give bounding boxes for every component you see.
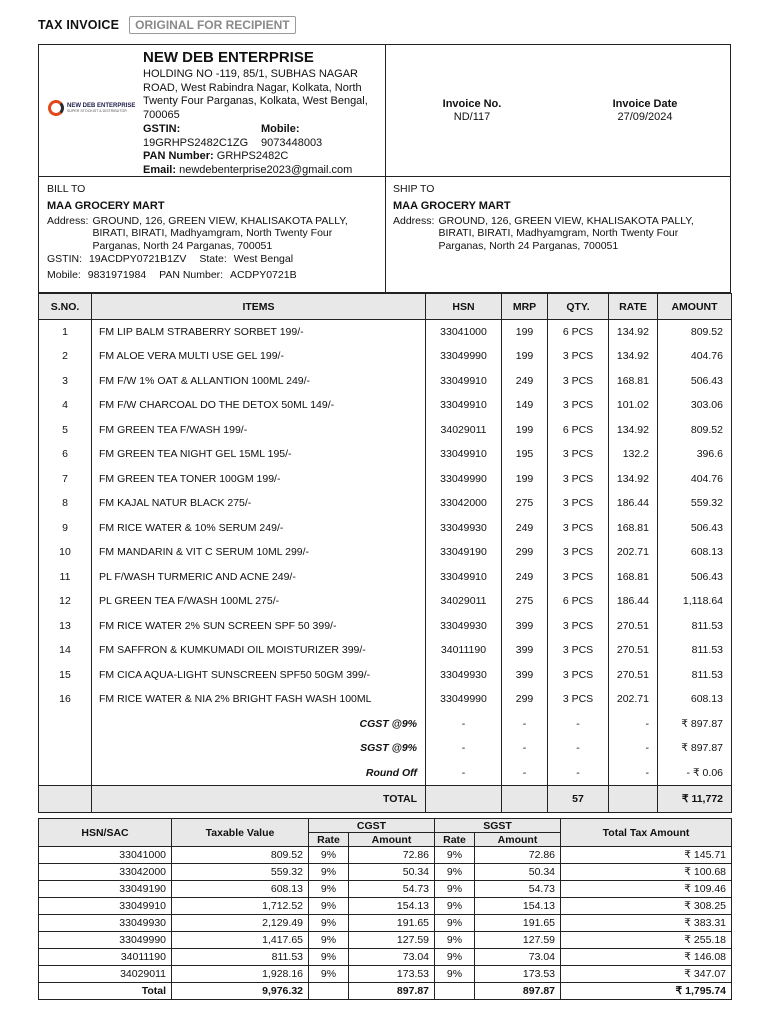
ship-to-heading: SHIP TO [393,183,435,195]
row-sno: 9 [39,516,92,541]
divider [385,45,386,176]
row-mrp: 299 [502,687,548,712]
hsn-total-taxable: 9,976.32 [172,983,309,1000]
hsn-sgst-rate: 9% [435,898,475,915]
row-item: FM RICE WATER & 10% SERUM 249/- [92,516,426,541]
col-header-sno: S.NO. [39,294,92,320]
total-hsn-cell [426,785,502,812]
tax-hsn: - [426,712,502,737]
hsn-row [39,898,732,915]
row-mrp: 199 [502,320,548,345]
bill-to-mobile-label: Mobile: [47,268,81,281]
row-hsn: 33049930 [426,614,502,639]
party-section [38,177,731,293]
tax-sno-cell [39,712,92,737]
hsn-sgst-rate: 9% [435,966,475,983]
ship-to-address-label: Address: [393,214,435,227]
tax-mrp: - [502,736,548,761]
row-rate: 168.81 [609,369,658,394]
row-mrp: 199 [502,344,548,369]
row-rate: 270.51 [609,638,658,663]
hsn-sgst-amount: 191.65 [475,915,561,932]
hsn-sgst-rate: 9% [435,881,475,898]
row-mrp: 149 [502,393,548,418]
table-row [39,589,732,614]
seller-gstin-label: GSTIN: [143,123,181,135]
hsn-row [39,847,732,864]
hsn-sgst-rate: 9% [435,932,475,949]
hsn-cgst-rate: 9% [309,881,349,898]
hsn-col-header-hsn: HSN/SAC [39,819,172,847]
tax-row [39,761,732,786]
hsn-total-sgst-rate-cell [435,983,475,1000]
hsn-taxable: 1,712.52 [172,898,309,915]
tax-rate: - [609,736,658,761]
hsn-cgst-rate: 9% [309,898,349,915]
seller-pan-label: PAN Number: [143,150,214,162]
tax-rate: - [609,712,658,737]
invoice-number-block [439,98,505,124]
hsn-row [39,864,732,881]
row-hsn: 33049990 [426,467,502,492]
ship-to-address: GROUND, 126, GREEN VIEW, KHALISAKOTA PALLY, BIRATI, BIRATI, Madhyamgram, North Twenty Four Parganas, North 24 Parganas, 700051 [438,214,694,253]
row-amount: 811.53 [658,663,732,688]
hsn-cgst-rate: 9% [309,864,349,881]
seller-pan: GRHPS2482C [216,150,289,162]
hsn-total-label: Total [39,983,172,1000]
invoice-title-row [38,16,296,34]
bill-to-pan-label: PAN Number: [159,268,224,281]
hsn-row [39,932,732,949]
table-row [39,418,732,443]
hsn-code: 33049190 [39,881,172,898]
row-item: FM GREEN TEA F/WASH 199/- [92,418,426,443]
row-mrp: 399 [502,638,548,663]
hsn-cgst-rate: 9% [309,966,349,983]
row-rate: 270.51 [609,614,658,639]
hsn-code: 33049910 [39,898,172,915]
seller-mobile: 9073448003 [261,136,323,149]
row-sno: 14 [39,638,92,663]
row-item: FM MANDARIN & VIT C SERUM 10ML 299/- [92,540,426,565]
hsn-taxable: 1,417.65 [172,932,309,949]
hsn-taxable: 811.53 [172,949,309,966]
hsn-cgst-rate: 9% [309,847,349,864]
bill-to-heading: BILL TO [47,183,86,195]
table-row [39,442,732,467]
row-rate: 270.51 [609,663,658,688]
row-mrp: 275 [502,589,548,614]
row-hsn: 34029011 [426,418,502,443]
row-sno: 10 [39,540,92,565]
row-rate: 202.71 [609,687,658,712]
row-rate: 202.71 [609,540,658,565]
row-sno: 3 [39,369,92,394]
row-item: FM F/W 1% OAT & ALLANTION 100ML 249/- [92,369,426,394]
row-sno: 11 [39,565,92,590]
hsn-cgst-amount: 73.04 [349,949,435,966]
row-hsn: 33041000 [426,320,502,345]
row-hsn: 33049910 [426,565,502,590]
row-qty: 3 PCS [548,491,609,516]
total-row [39,785,732,812]
hsn-col-header-sgst-rate: Rate [435,833,475,847]
table-row [39,393,732,418]
tax-sno-cell [39,761,92,786]
hsn-total-tax: ₹ 146.08 [561,949,732,966]
bill-to-name: MAA GROCERY MART [47,199,165,212]
row-item: FM RICE WATER & NIA 2% BRIGHT FASH WASH 100ML [92,687,426,712]
hsn-code: 33049930 [39,915,172,932]
invoice-number: ND/117 [453,111,491,123]
row-amount: 608.13 [658,540,732,565]
row-qty: 3 PCS [548,565,609,590]
hsn-cgst-amount: 50.34 [349,864,435,881]
hsn-total-tax: ₹ 383.31 [561,915,732,932]
bill-to-mobile: 9831971984 [87,268,147,281]
bill-to-gstin-label: GSTIN: [47,252,83,265]
hsn-cgst-rate: 9% [309,949,349,966]
total-rate-cell [609,785,658,812]
row-hsn: 33049910 [426,369,502,394]
hsn-sgst-amount: 54.73 [475,881,561,898]
logo-mark-icon [48,100,64,116]
row-item: FM ALOE VERA MULTI USE GEL 199/- [92,344,426,369]
hsn-row [39,966,732,983]
row-rate: 134.92 [609,418,658,443]
seller-gstin: 19GRHPS2482C1ZG [143,136,249,149]
tax-qty: - [548,736,609,761]
row-item: FM SAFFRON & KUMKUMADI OIL MOISTURIZER 399/- [92,638,426,663]
bill-to-pan: ACDPY0721B [230,268,297,281]
bill-to-state-label: State: [199,252,227,265]
hsn-cgst-amount: 173.53 [349,966,435,983]
row-amount: 811.53 [658,638,732,663]
bill-to-gstin: 19ACDPY0721B1ZV [88,252,187,265]
hsn-total-tax-amount: ₹ 1,795.74 [561,983,732,1000]
row-sno: 4 [39,393,92,418]
hsn-total-cgst-rate-cell [309,983,349,1000]
bill-to-address: GROUND, 126, GREEN VIEW, KHALISAKOTA PALLY, BIRATI, BIRATI, Madhyamgram, North Twenty Four Parganas, North 24 Parganas, 700051 [92,214,348,253]
hsn-sgst-amount: 154.13 [475,898,561,915]
table-row [39,614,732,639]
row-rate: 186.44 [609,589,658,614]
seller-name: NEW DEB ENTERPRISE [143,49,314,66]
row-qty: 6 PCS [548,589,609,614]
row-hsn: 33049990 [426,344,502,369]
row-item: FM GREEN TEA NIGHT GEL 15ML 195/- [92,442,426,467]
col-header-qty: QTY. [548,294,609,320]
hsn-total-tax: ₹ 100.68 [561,864,732,881]
hsn-taxable: 608.13 [172,881,309,898]
copy-badge: ORIGINAL FOR RECIPIENT [129,16,295,34]
hsn-total-row [39,983,732,1000]
row-qty: 3 PCS [548,663,609,688]
row-mrp: 249 [502,565,548,590]
hsn-total-sgst: 897.87 [475,983,561,1000]
row-hsn: 33049190 [426,540,502,565]
row-amount: 506.43 [658,369,732,394]
hsn-row [39,949,732,966]
total-sno-cell [39,785,92,812]
row-rate: 134.92 [609,320,658,345]
col-header-amount: AMOUNT [658,294,732,320]
row-sno: 15 [39,663,92,688]
row-mrp: 199 [502,418,548,443]
row-hsn: 33049910 [426,442,502,467]
bill-to-address-label: Address: [47,214,89,227]
hsn-code: 34011190 [39,949,172,966]
logo-tagline: SUPER STOCKIST & DISTRIBUTOR [67,108,127,113]
table-row [39,540,732,565]
row-rate: 134.92 [609,344,658,369]
table-row [39,491,732,516]
row-qty: 3 PCS [548,614,609,639]
hsn-sgst-amount: 73.04 [475,949,561,966]
seller-email-label: Email: [143,163,177,176]
hsn-taxable: 559.32 [172,864,309,881]
invoice-date: 27/09/2024 [617,111,673,123]
hsn-total-cgst: 897.87 [349,983,435,1000]
row-rate: 101.02 [609,393,658,418]
row-mrp: 249 [502,369,548,394]
row-amount: 608.13 [658,687,732,712]
hsn-cgst-amount: 72.86 [349,847,435,864]
row-mrp: 275 [502,491,548,516]
row-sno: 1 [39,320,92,345]
hsn-col-header-cgst: CGST [309,819,435,833]
hsn-taxable: 1,928.16 [172,966,309,983]
row-rate: 168.81 [609,516,658,541]
hsn-code: 33049990 [39,932,172,949]
row-item: FM KAJAL NATUR BLACK 275/- [92,491,426,516]
hsn-sgst-amount: 50.34 [475,864,561,881]
row-amount: 559.32 [658,491,732,516]
col-header-rate: RATE [609,294,658,320]
row-mrp: 299 [502,540,548,565]
row-sno: 12 [39,589,92,614]
tax-rate: - [609,761,658,786]
row-hsn: 34011190 [426,638,502,663]
row-hsn: 33049930 [426,663,502,688]
tax-label: Round Off [92,761,426,786]
row-mrp: 249 [502,516,548,541]
row-mrp: 195 [502,442,548,467]
hsn-sgst-amount: 173.53 [475,966,561,983]
row-hsn: 34029011 [426,589,502,614]
tax-amount: - ₹ 0.06 [658,761,732,786]
row-item: FM F/W CHARCOAL DO THE DETOX 50ML 149/- [92,393,426,418]
hsn-sgst-rate: 9% [435,864,475,881]
row-amount: 303.06 [658,393,732,418]
row-rate: 132.2 [609,442,658,467]
col-header-mrp: MRP [502,294,548,320]
hsn-cgst-rate: 9% [309,932,349,949]
row-qty: 3 PCS [548,442,609,467]
invoice-date-label: Invoice Date [612,98,678,110]
hsn-cgst-amount: 54.73 [349,881,435,898]
hsn-col-header-total-tax: Total Tax Amount [561,819,732,847]
table-row [39,369,732,394]
hsn-sgst-rate: 9% [435,915,475,932]
row-amount: 506.43 [658,516,732,541]
row-item: FM CICA AQUA-LIGHT SUNSCREEN SPF50 50GM 399/- [92,663,426,688]
seller-email: newdebenterprise2023@gmail.com [179,163,353,176]
row-hsn: 33049930 [426,516,502,541]
table-row [39,344,732,369]
hsn-row [39,881,732,898]
items-table [38,293,732,813]
tax-row [39,736,732,761]
row-qty: 3 PCS [548,344,609,369]
row-rate: 168.81 [609,565,658,590]
row-amount: 1,118.64 [658,589,732,614]
row-qty: 3 PCS [548,516,609,541]
row-amount: 506.43 [658,565,732,590]
row-qty: 3 PCS [548,467,609,492]
hsn-total-tax: ₹ 145.71 [561,847,732,864]
col-header-hsn: HSN [426,294,502,320]
row-amount: 396.6 [658,442,732,467]
row-item: PL GREEN TEA F/WASH 100ML 275/- [92,589,426,614]
row-amount: 811.53 [658,614,732,639]
row-qty: 3 PCS [548,393,609,418]
tax-hsn: - [426,736,502,761]
hsn-col-header-cgst-amount: Amount [349,833,435,847]
hsn-total-tax: ₹ 109.46 [561,881,732,898]
row-item: FM LIP BALM STRABERRY SORBET 199/- [92,320,426,345]
table-row [39,663,732,688]
hsn-sgst-amount: 72.86 [475,847,561,864]
invoice-date-block [605,98,685,124]
row-amount: 809.52 [658,418,732,443]
row-sno: 2 [39,344,92,369]
table-row [39,516,732,541]
tax-label: CGST @9% [92,712,426,737]
row-hsn: 33042000 [426,491,502,516]
tax-qty: - [548,712,609,737]
tax-mrp: - [502,712,548,737]
row-sno: 5 [39,418,92,443]
table-row [39,638,732,663]
hsn-summary-table [38,818,732,1000]
hsn-col-header-sgst: SGST [435,819,561,833]
row-qty: 6 PCS [548,320,609,345]
total-amount: ₹ 11,772 [658,785,732,812]
hsn-taxable: 2,129.49 [172,915,309,932]
invoice-number-label: Invoice No. [442,98,502,110]
logo-text: NEW DEB ENTERPRISE [67,102,136,109]
row-sno: 13 [39,614,92,639]
tax-qty: - [548,761,609,786]
row-item: PL F/WASH TURMERIC AND ACNE 249/- [92,565,426,590]
hsn-taxable: 809.52 [172,847,309,864]
items-header-row [39,294,732,320]
ship-to [393,183,725,253]
row-hsn: 33049990 [426,687,502,712]
hsn-sgst-rate: 9% [435,847,475,864]
col-header-items: ITEMS [92,294,426,320]
row-qty: 3 PCS [548,687,609,712]
hsn-col-header-cgst-rate: Rate [309,833,349,847]
row-amount: 809.52 [658,320,732,345]
tax-mrp: - [502,761,548,786]
row-amount: 404.76 [658,467,732,492]
tax-amount: ₹ 897.87 [658,736,732,761]
ship-to-name: MAA GROCERY MART [393,199,511,212]
row-qty: 3 PCS [548,638,609,663]
company-logo [48,97,136,119]
divider [385,177,386,292]
bill-to [47,183,379,282]
tax-hsn: - [426,761,502,786]
tax-amount: ₹ 897.87 [658,712,732,737]
hsn-cgst-amount: 154.13 [349,898,435,915]
row-mrp: 399 [502,663,548,688]
hsn-sgst-amount: 127.59 [475,932,561,949]
total-qty: 57 [548,785,609,812]
row-sno: 6 [39,442,92,467]
row-rate: 186.44 [609,491,658,516]
hsn-cgst-rate: 9% [309,915,349,932]
bill-to-state: West Bengal [233,252,294,265]
tax-label: SGST @9% [92,736,426,761]
table-row [39,565,732,590]
row-qty: 3 PCS [548,540,609,565]
hsn-cgst-amount: 191.65 [349,915,435,932]
row-sno: 7 [39,467,92,492]
hsn-code: 33041000 [39,847,172,864]
row-rate: 134.92 [609,467,658,492]
total-mrp-cell [502,785,548,812]
row-sno: 8 [39,491,92,516]
total-label: TOTAL [92,785,426,812]
row-item: FM GREEN TEA TONER 100GM 199/- [92,467,426,492]
row-mrp: 399 [502,614,548,639]
row-hsn: 33049910 [426,393,502,418]
hsn-total-tax: ₹ 308.25 [561,898,732,915]
seller-mobile-label: Mobile: [261,123,300,135]
seller-details [143,49,379,177]
page-title: TAX INVOICE [38,18,120,32]
row-item: FM RICE WATER 2% SUN SCREEN SPF 50 399/- [92,614,426,639]
row-sno: 16 [39,687,92,712]
hsn-col-header-taxable: Taxable Value [172,819,309,847]
hsn-row [39,915,732,932]
hsn-sgst-rate: 9% [435,949,475,966]
tax-row [39,712,732,737]
row-qty: 3 PCS [548,369,609,394]
row-mrp: 199 [502,467,548,492]
hsn-code: 33042000 [39,864,172,881]
hsn-cgst-amount: 127.59 [349,932,435,949]
hsn-code: 34029011 [39,966,172,983]
table-row [39,320,732,345]
row-qty: 6 PCS [548,418,609,443]
table-row [39,687,732,712]
hsn-total-tax: ₹ 347.07 [561,966,732,983]
table-row [39,467,732,492]
seller-header [38,44,731,177]
tax-sno-cell [39,736,92,761]
hsn-total-tax: ₹ 255.18 [561,932,732,949]
seller-address: HOLDING NO -119, 85/1, SUBHAS NAGAR ROAD, West Rabindra Nagar, Kolkata, North Twenty Four Parganas, Kolkata, West Bengal, 700065 [143,68,368,121]
row-amount: 404.76 [658,344,732,369]
hsn-col-header-sgst-amount: Amount [475,833,561,847]
